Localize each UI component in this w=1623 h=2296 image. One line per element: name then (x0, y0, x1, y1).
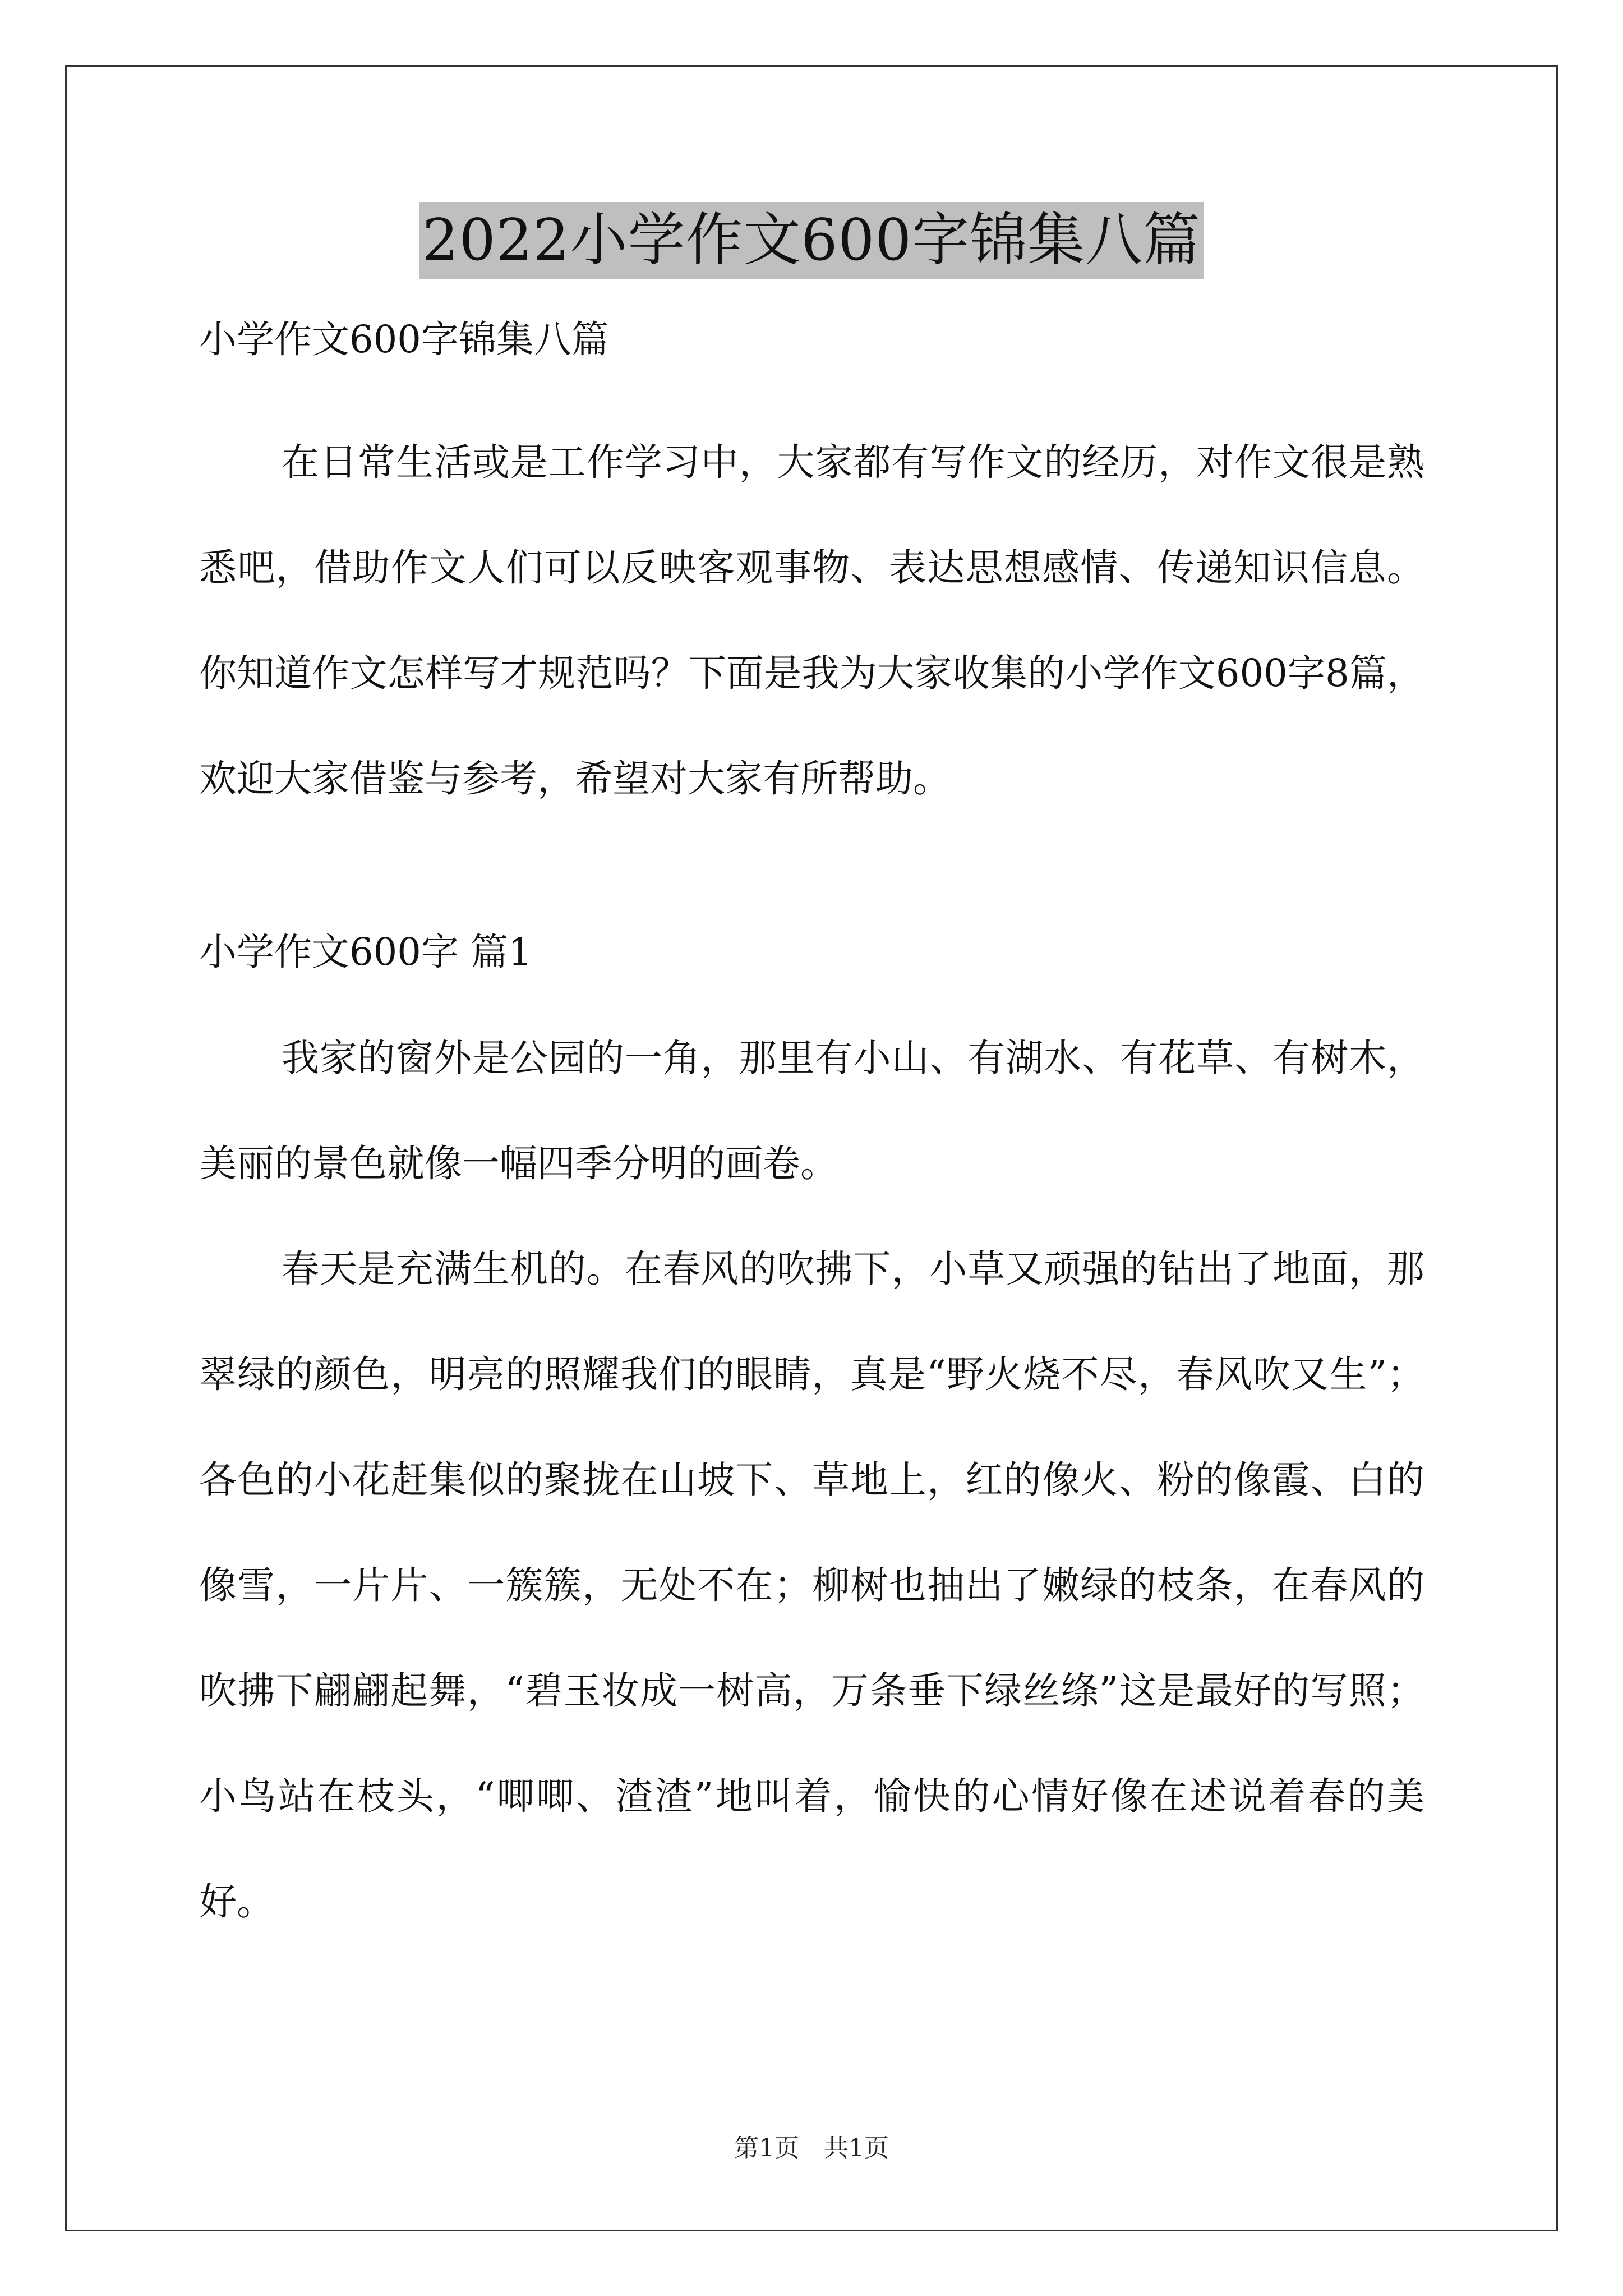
document-title: 2022小学作文600字锦集八篇 (419, 202, 1204, 279)
section-paragraph: 春天是充满生机的。在春风的吹拂下，小草又顽强的钻出了地面，那翠绿的颜色，明亮的照耀我们的眼睛，真是“野火烧不尽，春风吹又生”；各色的小花赶集似的聚拢在山坡下、草地上，红的像火、粉的像霞、白的像雪，一片片、一簇簇，无处不在；柳树也抽出了嫩绿的枝条，在春风的吹拂下翩翩起舞，“碧玉妆成一树高，万条垂下绿丝绦”这是最好的写照；小鸟站在枝头，“唧唧、渣渣”地叫着，愉快的心情好像在述说着春的美好。 (199, 1247, 1424, 1924)
title-container (0, 202, 1623, 279)
document-subtitle: 小学作文600字锦集八篇 (199, 318, 609, 361)
section-body (199, 1005, 1424, 1954)
intro-paragraph: 在日常生活或是工作学习中，大家都有写作文的经历，对作文很是熟悉吧，借助作文人们可以反映客观事物、表达思想感情、传递知识信息。你知道作文怎样写才规范吗？下面是我为大家收集的小学作文600字8篇，欢迎大家借鉴与参考，希望对大家有所帮助。 (199, 440, 1424, 800)
section-1 (199, 918, 1424, 1954)
section-paragraph: 我家的窗外是公园的一角，那里有小山、有湖水、有花草、有树木，美丽的景色就像一幅四季分明的画卷。 (199, 1036, 1424, 1185)
section-heading: 小学作文600字 篇1 (199, 930, 532, 974)
document-body (199, 306, 1424, 1954)
page-footer: 第1页 共1页 (734, 2134, 889, 2162)
